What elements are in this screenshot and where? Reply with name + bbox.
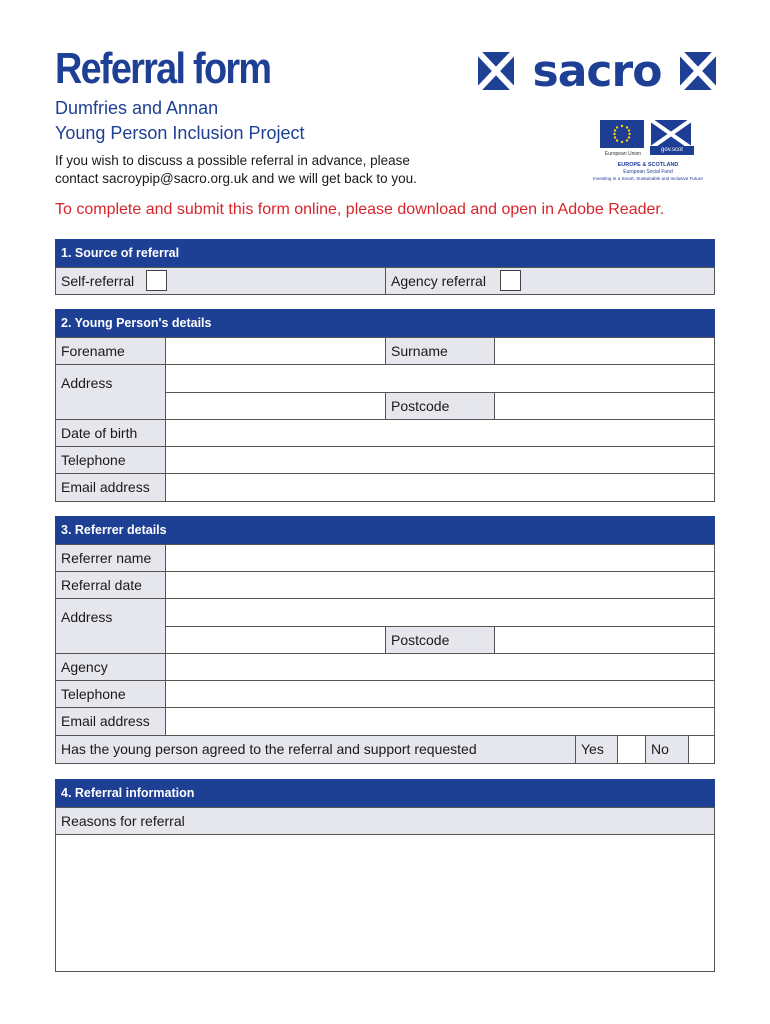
address-input-line-2[interactable] <box>165 392 386 420</box>
self-referral-label: Self-referral <box>55 267 386 295</box>
forename-label: Forename <box>55 337 166 365</box>
agreed-question-label: Has the young person agreed to the referral and support requested <box>55 735 576 764</box>
intro-line-2: contact sacroypip@sacro.org.uk and we will get back to you. <box>55 171 417 186</box>
referrer-postcode-label: Postcode <box>385 626 495 654</box>
referrer-name-label: Referrer name <box>55 544 166 572</box>
esf-tagline: Investing in a Smart, Sustainable and Inclusive Future <box>593 176 703 181</box>
funding-logos <box>578 118 718 184</box>
address-label: Address <box>55 364 166 420</box>
address-input-line-1[interactable] <box>165 364 715 393</box>
dob-label: Date of birth <box>55 419 166 447</box>
section-referral-information <box>55 779 715 972</box>
section-source-of-referral <box>55 239 715 295</box>
gov-scot-label: gov.scot <box>650 146 694 155</box>
email-input[interactable] <box>165 473 715 502</box>
section-referrer-details <box>55 516 715 765</box>
referral-date-input[interactable] <box>165 571 715 599</box>
intro-line-1: If you wish to discuss a possible referral in advance, please <box>55 153 410 168</box>
referrer-name-input[interactable] <box>165 544 715 572</box>
referrer-address-label: Address <box>55 598 166 654</box>
forename-input[interactable] <box>165 337 386 365</box>
section-young-person-details <box>55 309 715 503</box>
agency-referral-label: Agency referral <box>385 267 715 295</box>
agency-input[interactable] <box>165 653 715 681</box>
referrer-email-label: Email address <box>55 707 166 736</box>
project-area: Dumfries and Annan <box>55 98 219 118</box>
surname-input[interactable] <box>494 337 715 365</box>
page-title: Referral form <box>55 44 271 93</box>
reasons-textarea[interactable] <box>55 834 715 972</box>
referrer-telephone-input[interactable] <box>165 680 715 708</box>
section-4-heading: 4. Referral information <box>55 779 715 807</box>
self-referral-checkbox[interactable] <box>146 270 167 291</box>
saltire-icon <box>651 120 691 148</box>
eu-label: European Union <box>604 151 642 157</box>
agreed-yes-label: Yes <box>575 735 618 764</box>
agreed-yes-checkbox[interactable] <box>617 735 646 764</box>
surname-label: Surname <box>385 337 495 365</box>
referrer-address-input-line-2[interactable] <box>165 626 386 654</box>
section-2-heading: 2. Young Person's details <box>55 309 715 337</box>
section-1-heading: 1. Source of referral <box>55 239 715 267</box>
referrer-postcode-input[interactable] <box>494 626 715 654</box>
section-3-heading: 3. Referrer details <box>55 516 715 544</box>
referrer-telephone-label: Telephone <box>55 680 166 708</box>
agency-referral-checkbox[interactable] <box>500 270 521 291</box>
agreed-no-checkbox[interactable] <box>688 735 715 764</box>
agency-label: Agency <box>55 653 166 681</box>
referral-date-label: Referral date <box>55 571 166 599</box>
logo-wordmark: sacro <box>532 48 662 94</box>
agreed-no-label: No <box>645 735 689 764</box>
reasons-label: Reasons for referral <box>55 807 715 835</box>
sacro-logo <box>478 48 716 94</box>
esf-title: EUROPE & SCOTLAND <box>617 162 679 168</box>
dob-input[interactable] <box>165 419 715 447</box>
referrer-address-input-line-1[interactable] <box>165 598 715 627</box>
telephone-input[interactable] <box>165 446 715 474</box>
intro-text <box>55 152 417 188</box>
postcode-label: Postcode <box>385 392 495 420</box>
project-name: Young Person Inclusion Project <box>55 123 305 143</box>
email-label: Email address <box>55 473 166 502</box>
esf-name: European Social Fund <box>623 169 673 175</box>
adobe-notice: To complete and submit this form online, please download and open in Adobe Reader. <box>55 201 665 218</box>
postcode-input[interactable] <box>494 392 715 420</box>
eu-flag-icon <box>600 120 644 148</box>
referrer-email-input[interactable] <box>165 707 715 736</box>
telephone-label: Telephone <box>55 446 166 474</box>
